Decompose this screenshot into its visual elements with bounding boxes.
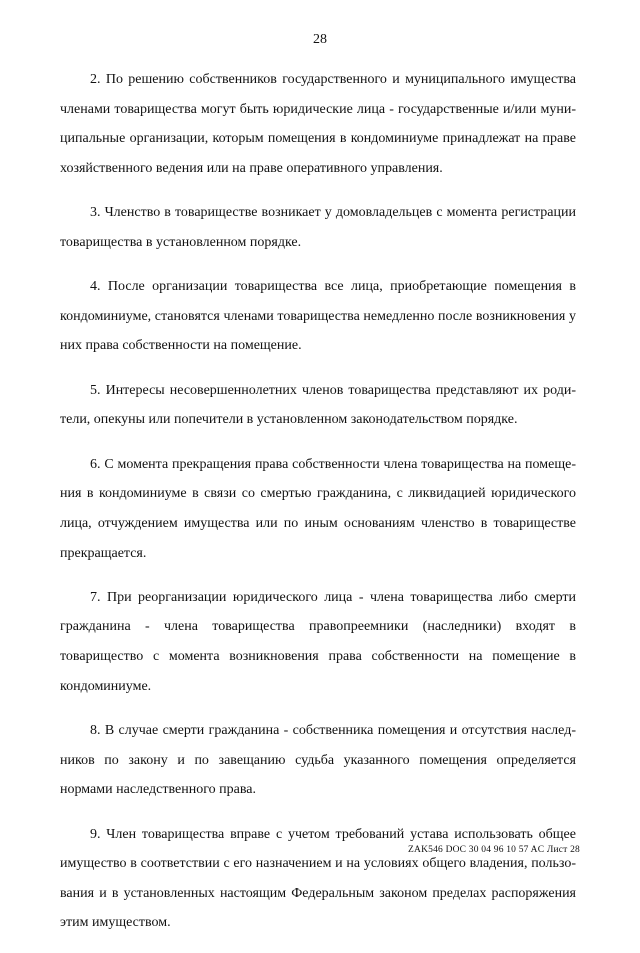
- file-footer: ZAK546 DOC 30 04 96 10 57 AC Лист 28: [408, 845, 580, 855]
- paragraph-7: 7. При реорганизации юридического лица - члена товарищества либо смерти гражданина - члена товарищества правопреемники (наследники) входят в товарищество с момента возникновения права собственности на помещение в кондоминиуме.: [60, 589, 576, 694]
- paragraph-6: 6. С момента прекращения права собственности члена товарищества на помещения в кондоминиуме в связи со смертью гражданина, с ликвидацией юридического лица, отчуждением имущества или по иным основаниям членство в товариществе прекращается.: [60, 456, 576, 561]
- body-text: [60, 65, 576, 953]
- paragraph-8: 8. В случае смерти гражданина - собственника помещения и отсутствия наследников по закону и по завещанию судьба указанного помещения определяется нормами наследственного права.: [60, 723, 576, 798]
- paragraph-9: 9. Член товарищества вправе с учетом требований устава использовать общее имущество в соответствии с его назначением и на условиях общего владения, пользования и в установленных настоящим Федеральным законом пределах распоряжения этим имуществом.: [60, 826, 576, 931]
- paragraph-4: 4. После организации товарищества все лица, приобретающие помещения в кондоминиуме, становятся членами товарищества немедленно после возникновения у них права собственности на помещение.: [60, 279, 576, 354]
- paragraph-5: 5. Интересы несовершеннолетних членов товарищества представляют их родители, опекуны или попечители в установленном законодательством порядке.: [60, 382, 576, 428]
- paragraph-2: 2. По решению собственников государственного и муниципального имущества членами товарищества могут быть юридические лица - государственные и/или муниципальные организации, которым помещения в кондоминиуме принадлежат на праве хозяйственного ведения или на праве оперативного управления.: [60, 72, 576, 176]
- paragraph-3: 3. Членство в товариществе возникает у домовладельцев с момента регистрации товарищества в установленном порядке.: [60, 205, 576, 250]
- page-number: 28: [313, 32, 327, 47]
